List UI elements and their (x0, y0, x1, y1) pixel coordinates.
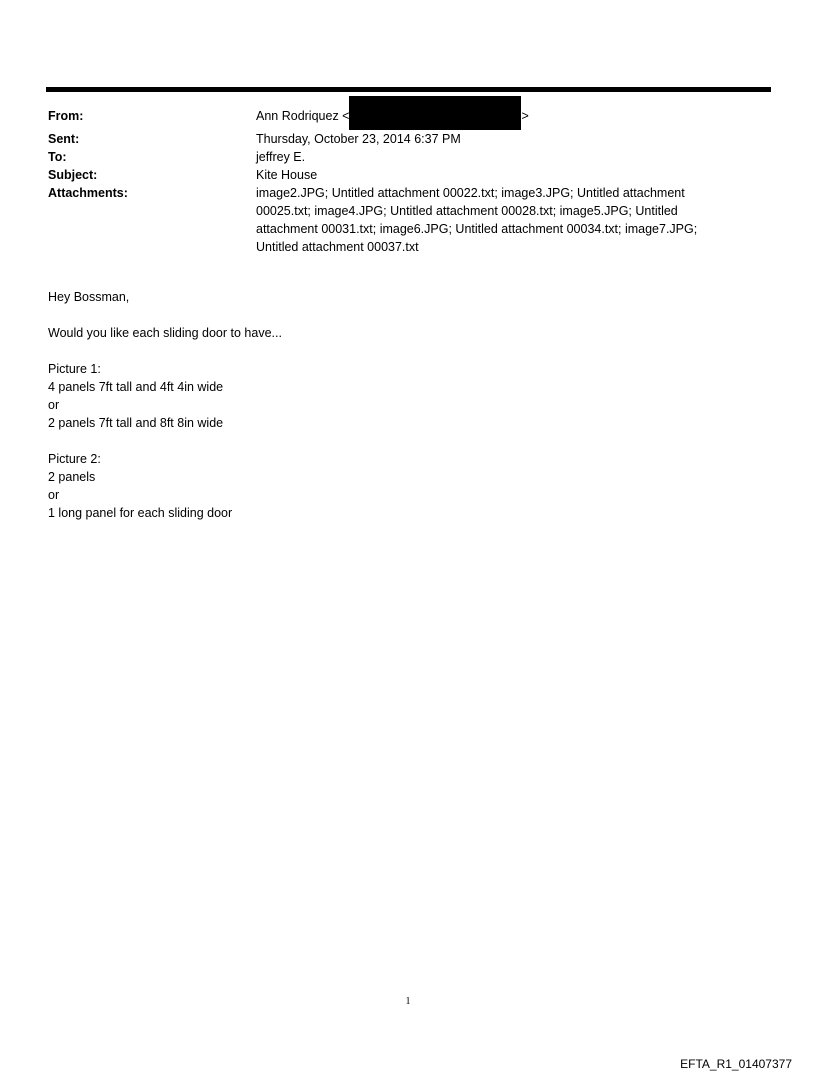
picture1-line: Picture 1: (48, 362, 101, 376)
picture2-block (48, 450, 748, 522)
sent-row (48, 130, 748, 148)
attachments-line: 00025.txt; image4.JPG; Untitled attachment 00028.txt; image5.JPG; Untitled (256, 204, 678, 218)
from-row (48, 107, 748, 130)
email-body (48, 288, 748, 540)
bates-number: EFTA_R1_01407377 (680, 1057, 792, 1071)
picture1-block (48, 360, 748, 432)
attachments-line: Untitled attachment 00037.txt (256, 240, 419, 254)
greeting: Hey Bossman, (48, 290, 130, 304)
picture1-line: or (48, 398, 60, 412)
subject-row (48, 166, 748, 184)
from-label: From: (48, 109, 84, 123)
sent-label: Sent: (48, 132, 80, 146)
picture2-line: Picture 2: (48, 452, 101, 466)
to-row (48, 148, 748, 166)
subject-value: Kite House (256, 168, 318, 182)
attachments-row (48, 184, 748, 256)
email-header (48, 107, 748, 256)
picture1-line: 2 panels 7ft tall and 8ft 8in wide (48, 416, 224, 430)
sent-value: Thursday, October 23, 2014 6:37 PM (256, 132, 461, 146)
attachments-value (256, 184, 748, 256)
picture2-line: 1 long panel for each sliding door (48, 506, 233, 520)
from-close: > (521, 109, 529, 123)
picture2-line: or (48, 488, 60, 502)
attachments-line: image2.JPG; Untitled attachment 00022.txt; image3.JPG; Untitled attachment (256, 186, 685, 200)
attachments-line: attachment 00031.txt; image6.JPG; Untitled attachment 00034.txt; image7.JPG; (256, 222, 698, 236)
from-value (256, 107, 748, 130)
header-rule (46, 87, 771, 92)
to-value: jeffrey E. (256, 150, 306, 164)
subject-label: Subject: (48, 168, 98, 182)
picture2-line: 2 panels (48, 470, 96, 484)
page-number: 1 (405, 996, 411, 1007)
to-label: To: (48, 150, 67, 164)
picture1-line: 4 panels 7ft tall and 4ft 4in wide (48, 380, 224, 394)
from-name: Ann Rodriquez < (256, 109, 350, 123)
attachments-label: Attachments: (48, 186, 128, 200)
redaction-box (349, 96, 521, 130)
question: Would you like each sliding door to have... (48, 326, 282, 340)
